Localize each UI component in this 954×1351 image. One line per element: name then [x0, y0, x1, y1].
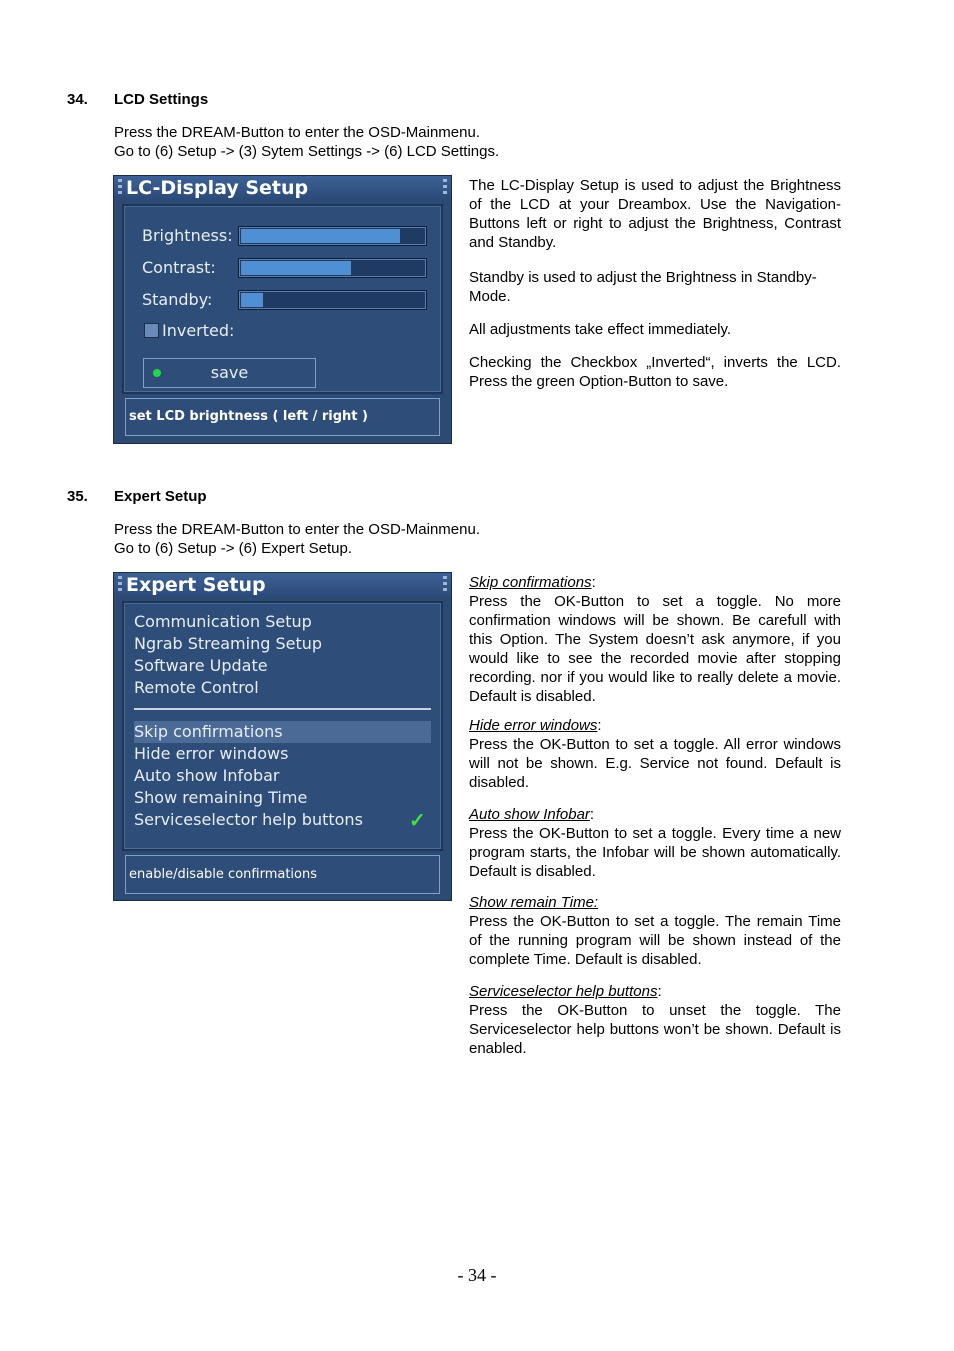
- section-34-intro-1: Press the DREAM-Button to enter the OSD-Mainmenu.: [114, 124, 480, 141]
- section-35-intro-2: Go to (6) Setup -> (6) Expert Setup.: [114, 540, 353, 557]
- section-34-intro-2: Go to (6) Setup -> (3) Sytem Settings -> (6) LCD Settings.: [114, 143, 500, 160]
- save-button[interactable]: [143, 358, 316, 388]
- lcd-description-2: Standby is used to adjust the Brightness in Standby-Mode.: [469, 269, 817, 305]
- menu-item-serviceselector-help-buttons[interactable]: Serviceselector help buttons: [134, 810, 363, 829]
- standby-slider[interactable]: [238, 290, 427, 310]
- standby-label: Standby:: [142, 290, 213, 309]
- expert-desc-show-remain-time: [469, 893, 841, 969]
- menu-divider: [134, 708, 431, 710]
- term-serviceselector-help-buttons: Serviceselector help buttons: [469, 983, 658, 1000]
- menu-item-auto-show-infobar[interactable]: Auto show Infobar: [134, 766, 280, 785]
- expert-desc-hide-error-windows: Hide error windows: Press the OK-Button to set a toggle. All error windows will not be shown. E.g. Service not found. Default is disabled.: [469, 717, 841, 791]
- brightness-label: Brightness:: [142, 226, 233, 245]
- desc-auto-show-infobar: Press the OK-Button to set a toggle. Every time a new program starts, the Infobar will be shown automatically. Default is disabled.: [469, 825, 841, 880]
- grip-icon: [118, 179, 122, 197]
- expert-setup-title: Expert Setup: [126, 574, 266, 596]
- section-35-intro-1: Press the DREAM-Button to enter the OSD-Mainmenu.: [114, 521, 480, 538]
- menu-item-show-remaining-time[interactable]: Show remaining Time: [134, 788, 308, 807]
- desc-serviceselector-help-buttons: Press the OK-Button to unset the toggle. The Serviceselector help buttons won’t be shown. Default is enabled.: [469, 1002, 841, 1057]
- grip-icon: [443, 179, 447, 197]
- lcd-description-1: The LC-Display Setup is used to adjust the Brightness of the LCD at your Dreambox. Use the Navigation-Buttons left or right to adjust the Brightness, Contrast and Standby.: [469, 177, 841, 251]
- section-34-number: 34.: [67, 91, 88, 108]
- check-icon: ✓: [409, 810, 426, 832]
- inverted-label: Inverted:: [162, 321, 235, 340]
- lcd-status-text: set LCD brightness ( left / right ): [129, 409, 368, 424]
- save-label: save: [210, 363, 249, 382]
- lcd-description-3: All adjustments take effect immediately.: [469, 321, 732, 338]
- lcd-description-4: Checking the Checkbox „Inverted“, inverts the LCD. Press the green Option-Button to save.: [469, 354, 841, 390]
- menu-item-remote-control[interactable]: Remote Control: [134, 678, 259, 697]
- contrast-slider-fill: [241, 261, 351, 275]
- page-number: - 34 -: [457, 1265, 497, 1285]
- section-35-number: 35.: [67, 488, 88, 505]
- expert-status-text: enable/disable confirmations: [129, 867, 317, 882]
- expert-setup-screen: [113, 572, 452, 901]
- lcd-setup-panel: [122, 204, 443, 394]
- desc-show-remain-time: Press the OK-Button to set a toggle. The remain Time of the running program will be shown instead of the complete Time. Default is disabled.: [469, 913, 841, 968]
- menu-item-ngrab-streaming-setup[interactable]: Ngrab Streaming Setup: [134, 634, 323, 653]
- expert-status-box: [125, 855, 440, 894]
- inverted-checkbox[interactable]: [144, 323, 159, 338]
- section-34-title: LCD Settings: [114, 91, 209, 108]
- menu-item-skip-confirmations[interactable]: Skip confirmations: [134, 721, 431, 743]
- contrast-slider[interactable]: [238, 258, 427, 278]
- desc-skip-confirmations: Press the OK-Button to set a toggle. No more confirmation windows will be shown. Be carefull with this Option. The System doesn’t ask anymore, if you would like to see the recorded movie after stopping recording. nor if you would like to really delete a movie. Default is disabled.: [469, 593, 841, 705]
- lcd-setup-screen: [113, 175, 452, 444]
- menu-item-communication-setup[interactable]: Communication Setup: [134, 612, 312, 631]
- expert-desc-serviceselector-help-buttons: Serviceselector help buttons: Press the OK-Button to unset the toggle. The Serviceselector help buttons won’t be shown. Default is enabled.: [469, 983, 841, 1057]
- term-auto-show-infobar: Auto show Infobar: [469, 806, 590, 823]
- menu-item-hide-error-windows[interactable]: Hide error windows: [134, 744, 289, 763]
- lcd-status-box: [125, 398, 440, 436]
- grip-icon: [443, 576, 447, 594]
- desc-hide-error-windows: Press the OK-Button to set a toggle. All error windows will not be shown. E.g. Service not found. Default is disabled.: [469, 736, 841, 791]
- term-hide-error-windows: Hide error windows: [469, 717, 598, 734]
- standby-slider-fill: [241, 293, 263, 307]
- expert-desc-auto-show-infobar: Auto show Infobar: Press the OK-Button to set a toggle. Every time a new program starts, the Infobar will be shown automatically. Default is disabled.: [469, 806, 841, 880]
- contrast-label: Contrast:: [142, 258, 216, 277]
- expert-setup-panel: [122, 601, 443, 851]
- lcd-setup-title: LC-Display Setup: [126, 177, 309, 199]
- term-skip-confirmations: Skip confirmations: [469, 574, 592, 591]
- grip-icon: [118, 576, 122, 594]
- brightness-slider-fill: [241, 229, 400, 243]
- menu-item-software-update[interactable]: Software Update: [134, 656, 268, 675]
- section-35-title: Expert Setup: [114, 488, 207, 505]
- expert-desc-skip-confirmations: Skip confirmations: Press the OK-Button to set a toggle. No more confirmation windows will be shown. Be carefull with this Option. The System doesn’t ask anymore, if you would like to see the recorded movie after stopping recording. nor if you would like to really delete a movie. Default is disabled.: [469, 574, 841, 705]
- brightness-slider[interactable]: [238, 226, 427, 246]
- term-show-remain-time: Show remain Time:: [469, 894, 599, 911]
